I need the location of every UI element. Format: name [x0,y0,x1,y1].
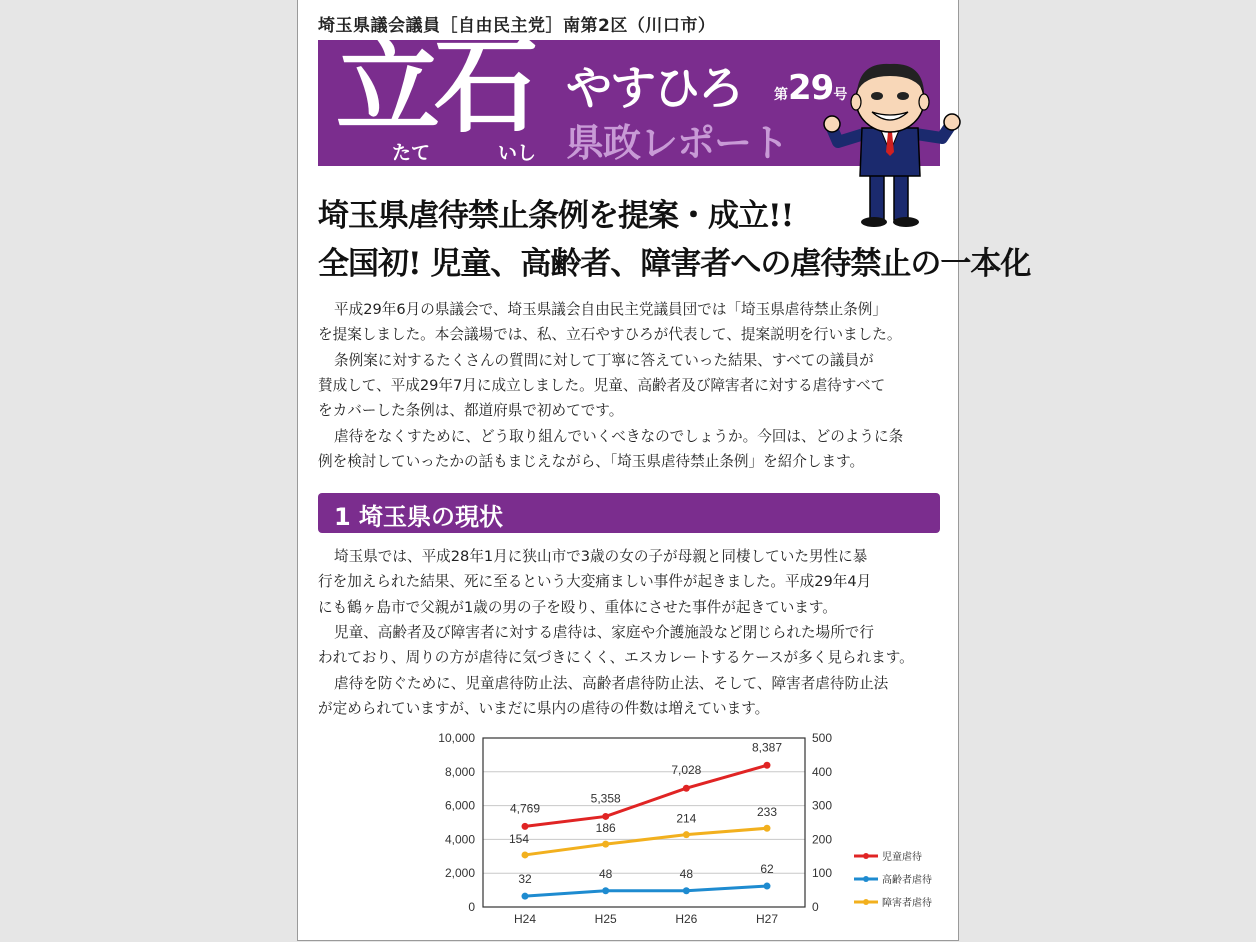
data-point [602,841,609,848]
intro-paragraph-3 [318,424,942,475]
text-line: われており、周りの方が虐待に気づきにくく、エスカレートするケースが多く見られます。 [318,649,914,667]
legend-marker [863,876,869,882]
abuse-cases-chart [418,727,943,932]
data-label: 7,028 [671,763,702,778]
section-paragraph-1 [318,544,942,620]
x-axis-tick-label: H27 [755,912,779,926]
given-name: やすひろ [566,61,742,115]
issue-suffix: 号 [833,87,848,103]
legend-label: 高齢者虐待 [882,875,932,886]
text-line: 行を加えられた結果、死に至るという大変痛ましい事件が起きました。平成29年4月 [318,573,872,591]
text-line: 埼玉県では、平成28年1月に狭山市で3歳の女の子が母親と同棲していた男性に暴 [334,548,868,565]
issue-number-value: 29 [788,68,834,108]
text-line: をカバーした条例は、都道府県で初めてです。 [318,402,624,420]
issue-prefix: 第 [774,87,788,103]
text-line: が定められていますが、いまだに県内の虐待の件数は増えています。 [318,699,770,717]
data-label: 48 [679,866,694,881]
text-line: にも鶴ヶ島市で父親が1歳の男の子を殴り、重体にさせた事件が起きています。 [318,598,837,616]
series-line-0 [525,765,767,826]
data-label: 8,387 [751,740,783,755]
data-point [522,851,529,858]
left-axis-tick-label: 4,000 [444,832,475,847]
right-axis-tick-label: 400 [812,764,833,779]
text-line: 虐待をなくすために、どう取り組んでいくべきなのでしょうか。今回は、どのように条 [334,427,904,445]
data-point [683,785,690,792]
left-axis-tick-label: 2,000 [444,866,475,881]
data-label: 62 [760,862,774,877]
surname: 立石 [336,25,533,147]
data-label: 32 [518,872,532,887]
legend-label: 児童虐待 [882,852,922,863]
report-title: 県政レポート [566,121,789,165]
right-axis-tick-label: 0 [812,900,819,914]
data-point [683,887,690,894]
intro-paragraph-2 [318,348,942,424]
headline-line-1: 埼玉県虐待禁止条例を提案・成立!! [318,198,794,234]
right-axis-tick-label: 300 [812,798,833,813]
data-label: 233 [756,805,778,820]
left-axis-tick-label: 0 [468,900,475,914]
right-axis-tick-label: 200 [812,832,833,847]
series-line-2 [525,828,767,855]
data-point [683,831,690,838]
headline-line-2: 全国初! 児童、高齢者、障害者への虐待禁止の一本化 [318,246,1031,282]
right-axis-tick-label: 500 [812,731,833,745]
text-line: 条例案に対するたくさんの質問に対して丁寧に答えていった結果、すべての議員が [334,351,874,369]
x-axis-tick-label: H26 [675,912,698,926]
section-heading [318,493,940,533]
left-axis-tick-label: 10,000 [438,731,475,745]
district-label: 埼玉県議会議員［自由民主党］南第2区（川口市） [318,16,716,36]
legend-marker [863,899,869,905]
legend-label: 障害者虐待 [882,898,932,909]
furigana-tate: たて [392,142,431,164]
data-label: 5,358 [590,791,621,806]
data-point [602,887,609,894]
text-line: 例を検討していったかの話もまじえながら、「埼玉県虐待禁止条例」を紹介します。 [318,452,865,470]
text-line: 児童、高齢者及び障害者に対する虐待は、家庭や介護施設など閉じられた場所で行 [334,623,874,641]
data-label: 48 [598,866,613,881]
data-label: 154 [508,831,530,846]
text-line: を提案しました。本会議場では、私、立石やすひろが代表して、提案説明を行いました。 [318,326,902,344]
left-axis-tick-label: 8,000 [444,764,475,779]
left-axis-tick-label: 6,000 [444,798,475,813]
data-point [602,813,609,820]
report-page [297,0,1031,941]
text-line: 平成29年6月の県議会で、埼玉県議会自由民主党議員団では「埼玉県虐待禁止条例」 [334,301,887,318]
section-paragraph-3 [318,671,942,722]
text-line: 賛成して、平成29年7月に成立しました。児童、高齢者及び障害者に対する虐待すべて [318,376,886,394]
x-axis-tick-label: H25 [594,912,617,926]
mascot-illustration [824,56,964,232]
data-point [522,893,529,900]
intro-paragraph-1 [318,297,942,348]
data-point [764,825,771,832]
series-line-1 [525,886,767,896]
section-paragraph-2 [318,620,942,671]
legend-marker [863,853,869,859]
data-point [522,823,529,830]
text-line: 虐待を防ぐために、児童虐待防止法、高齢者虐待防止法、そして、障害者虐待防止法 [334,674,889,692]
section-title: 1 埼玉県の現状 [334,503,504,531]
x-axis-tick-label: H24 [513,912,537,926]
data-point [764,762,771,769]
data-label: 4,769 [509,801,541,816]
data-label: 186 [595,821,616,836]
data-label: 214 [676,811,697,826]
data-point [764,883,771,890]
right-axis-tick-label: 100 [812,866,833,881]
furigana-ishi: いし [498,142,537,164]
